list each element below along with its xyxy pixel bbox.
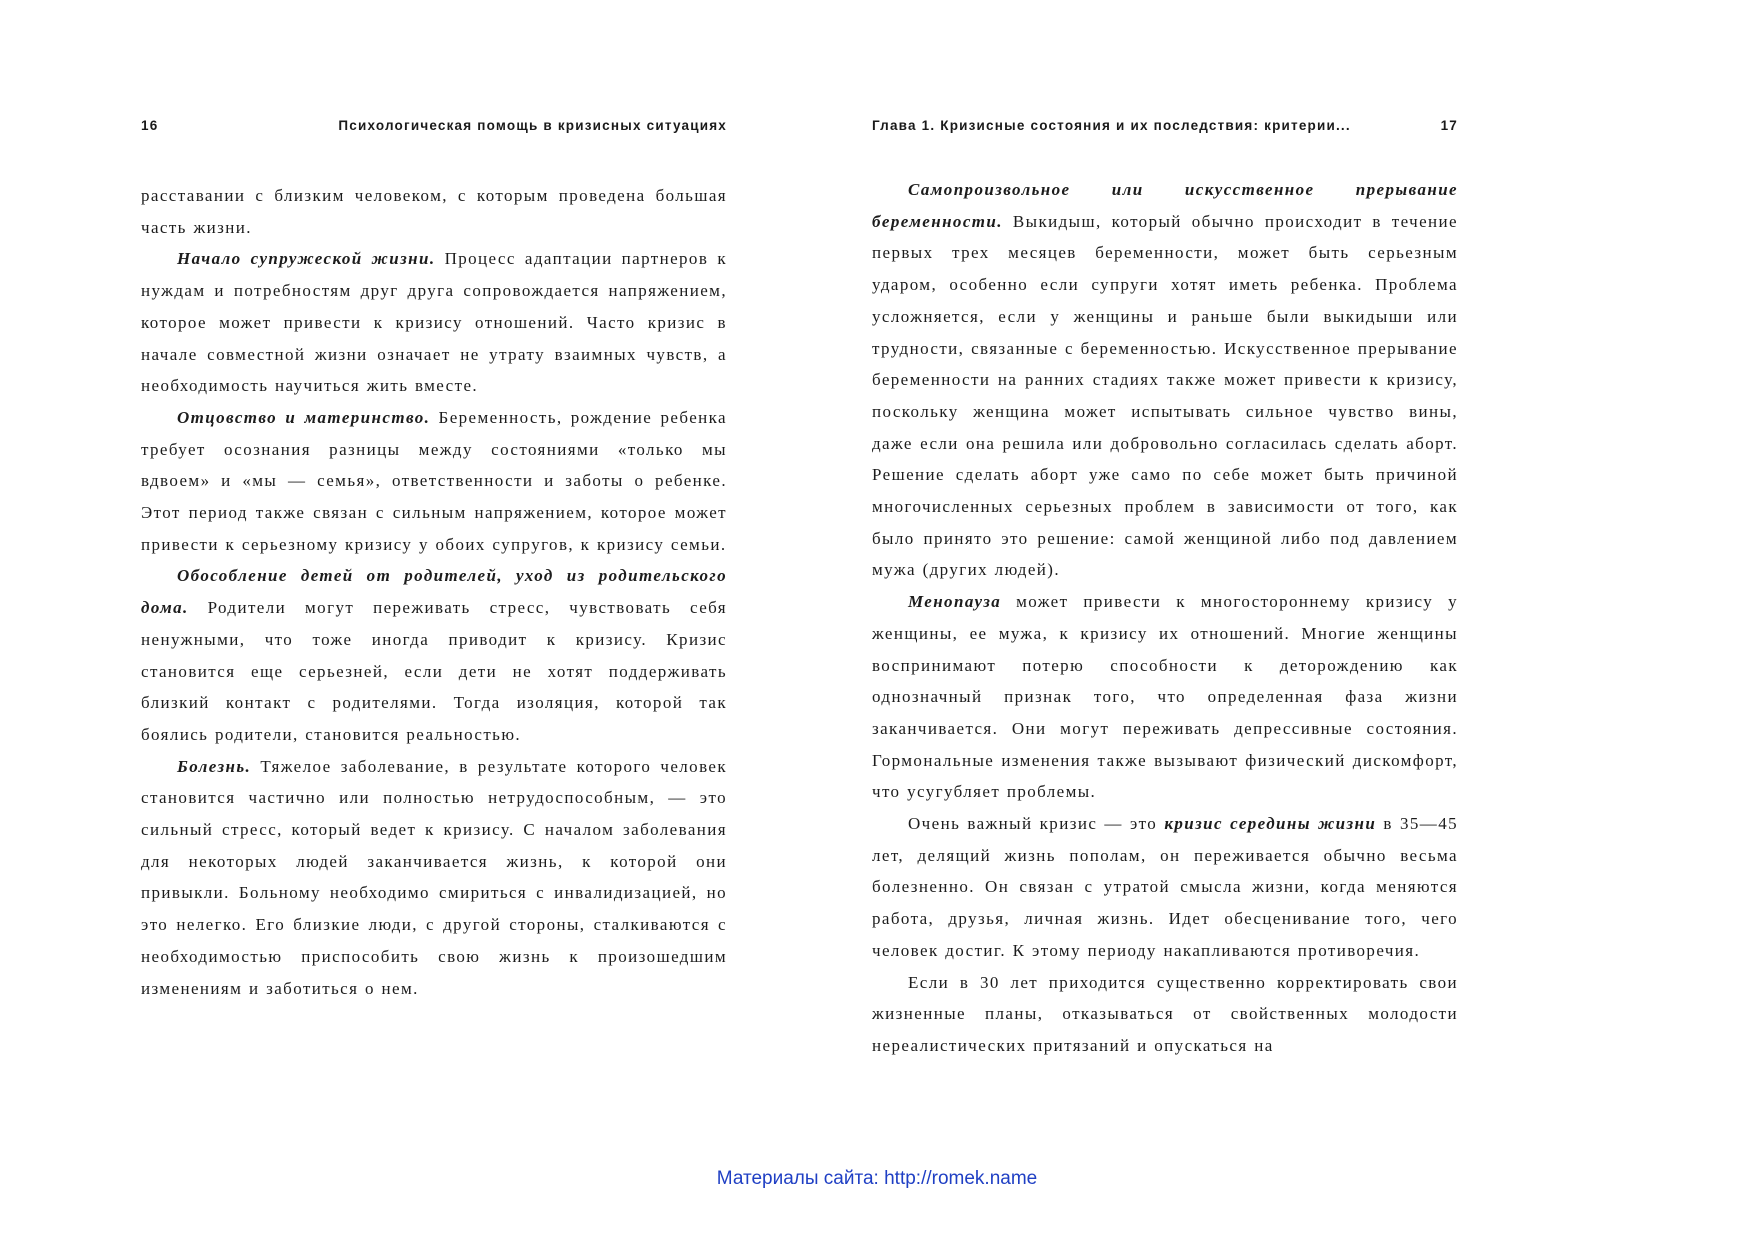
paragraph-lead: кризис середины жизни — [1164, 814, 1377, 834]
footer-url-link[interactable]: http://romek.name — [884, 1168, 1038, 1189]
left-page-number: 16 — [141, 118, 159, 133]
right-page-number: 17 — [1440, 118, 1458, 133]
paragraph-lead: Отцовство и материнство. — [177, 407, 431, 427]
site-materials-footer — [0, 1168, 1754, 1190]
right-running-head — [872, 118, 1458, 138]
left-running-head — [141, 118, 727, 138]
paragraph: Отцовство и материнство. Беременность, рождение ребенка требует осознания разницы между состояниями «только мы вдвоем» и «мы — семья», ответственности и заботы о ребенке. Этот период также связан с сильным напряжением, которое может привести к серьезному кризису у обоих супругов, к кризису семьи. — [141, 407, 727, 554]
paragraph: Менопауза может привести к многостороннему кризису у женщины, ее мужа, к кризису их отношений. Многие женщины воспринимают потерю способности к деторождению как однозначный признак того, что определенная фаза жизни заканчивается. Они могут переживать депрессивные состояния. Гормональные изменения также вызывают физический дискомфорт, что усугубляет проблемы. — [872, 592, 1458, 802]
left-header-title: Психологическая помощь в кризисных ситуациях — [338, 118, 727, 133]
paragraph: расставании с близким человеком, с которым проведена большая часть жизни. — [141, 186, 727, 237]
paragraph-lead: Болезнь. — [177, 756, 252, 776]
paragraph-lead: Начало супружеской жизни. — [177, 249, 436, 269]
paragraph-lead: Обособление детей от родителей, уход из родительского дома. — [141, 566, 727, 618]
right-page-body — [872, 174, 1458, 1062]
paragraph: Очень важный кризис — это кризис середины жизни в 35—45 лет, делящий жизнь пополам, он переживается обычно весьма болезненно. Он связан с утратой смысла жизни, когда меняются работа, друзья, личная жизнь. Идет обесценивание того, чего человек достиг. К этому периоду накапливаются противоречия. — [872, 814, 1458, 960]
paragraph: Начало супружеской жизни. Процесс адаптации партнеров к нуждам и потребностям друг друга сопровождается напряжением, которое может привести к кризису отношений. Часто кризис в начале совместной жизни означает не утрату взаимных чувств, а необходимость научиться жить вместе. — [141, 249, 727, 396]
paragraph: Самопроизвольное или искусственное прерывание беременности. Выкидыш, который обычно происходит в течение первых трех месяцев беременности, может быть серьезным ударом, особенно если супруги хотят иметь ребенка. Проблема усложняется, если у женщины и раньше были выкидыши или трудности, связанные с беременностью. Искусственное прерывание беременности на ранних стадиях также может привести к кризису, поскольку женщина может испытывать сильное чувство вины, даже если она решила или добровольно согласилась сделать аборт. Решение сделать аборт уже само по себе может быть причиной многочисленных серьезных проблем в зависимости от того, как было принято это решение: самой женщиной либо под давлением мужа (других людей). — [872, 180, 1458, 580]
right-header-title: Глава 1. Кризисные состояния и их последствия: критерии... — [872, 118, 1351, 133]
footer-label: Материалы сайта: — [716, 1168, 885, 1189]
paragraph-lead: Менопауза — [908, 592, 1002, 612]
left-page-body — [141, 180, 727, 1004]
paragraph-lead: Самопроизвольное или искусственное прерывание беременности. — [872, 180, 1458, 231]
paragraph: Если в 30 лет приходится существенно корректировать свои жизненные планы, отказываться от свойственных молодости нереалистических притязаний и опускаться на — [872, 972, 1458, 1055]
paragraph: Болезнь. Тяжелое заболевание, в результате которого человек становится частично или полностью нетрудоспособным, — это сильный стресс, который ведет к кризису. С началом заболевания для некоторых людей заканчивается жизнь, к которой они привыкли. Больному необходимо смириться с инвалидизацией, но это нелегко. Его близкие люди, с другой стороны, сталкиваются с необходимостью приспособить свою жизнь к произошедшим изменениям и заботиться о нем. — [141, 756, 727, 998]
paragraph: Обособление детей от родителей, уход из родительского дома. Родители могут переживать стресс, чувствовать себя ненужными, что тоже иногда приводит к кризису. Кризис становится еще серьезней, если дети не хотят поддерживать близкий контакт с родителями. Тогда изоляция, которой так боялись родители, становится реальностью. — [141, 566, 727, 744]
